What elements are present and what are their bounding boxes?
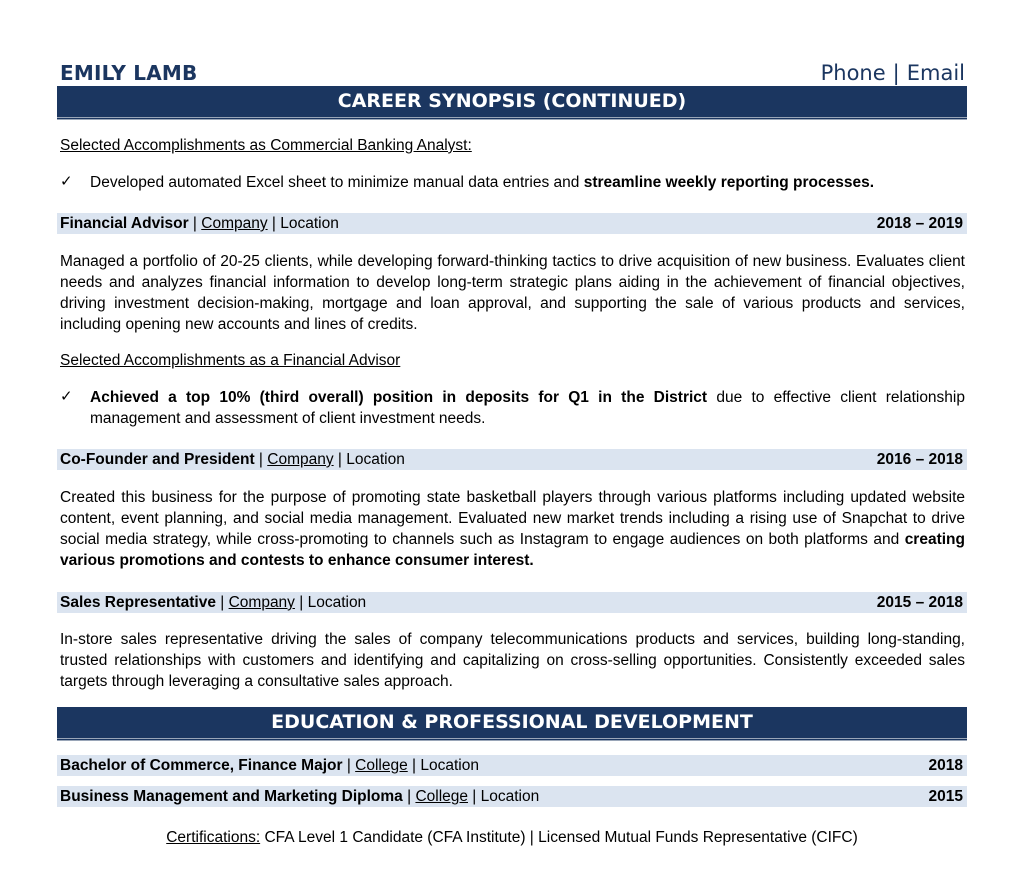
job-title: Financial Advisor [60, 215, 189, 232]
certifications-text: CFA Level 1 Candidate (CFA Institute) | Licensed Mutual Funds Representative (CIFC) [260, 829, 858, 846]
analyst-accomplishments-heading: Selected Accomplishments as Commercial Banking Analyst: [60, 137, 472, 154]
job-row-sales-representative: Sales Representative | Company | Location 2015 – 2018 [57, 592, 967, 613]
job-title: Sales Representative [60, 594, 216, 611]
checkmark-icon: ✓ [60, 173, 73, 190]
job-location: Location [280, 215, 339, 232]
degree-title: Bachelor of Commerce, Finance Major [60, 757, 343, 774]
education-year: 2018 [928, 757, 963, 774]
job-dates: 2015 – 2018 [876, 594, 963, 611]
financial-advisor-description: Managed a portfolio of 20-25 clients, while developing forward-thinking tactics to drive acquisition of new business. Evaluates client needs and analyzes financial information to develop long-term strategic plans aiding in the achievement of financial objectives, driving investment decision-making, mortgage and loan approval, and supporting the sale of various products and services, including opening new accounts and lines of credits. [60, 253, 965, 333]
checkmark-icon: ✓ [60, 388, 73, 405]
company-name: Company [228, 594, 295, 611]
company-name: Company [267, 451, 334, 468]
certifications-label: Certifications: [166, 829, 261, 846]
sales-representative-description: In-store sales representative driving the sales of company telecommunications products and services, building long-standing, trusted relationships with customers and identifying and capitalizing on cross-selling opportunities. Consistently exceeded sales targets through leveraging a consultative sales approach. [60, 631, 965, 690]
school-name: College [415, 788, 468, 805]
analyst-bullet: Developed automated Excel sheet to minimize manual data entries and streamline weekly reporting processes. [90, 174, 875, 191]
job-dates: 2018 – 2019 [876, 215, 963, 232]
school-location: Location [420, 757, 479, 774]
career-synopsis-banner: CAREER SYNOPSIS (CONTINUED) [57, 86, 967, 120]
education-banner: EDUCATION & PROFESSIONAL DEVELOPMENT [57, 707, 967, 741]
company-name: Company [201, 215, 268, 232]
co-founder-description: Created this business for the purpose of promoting state basketball players through various platforms including updated website content, event planning, and social media management. Evaluated new market trends including a rising use of Snapchat to drive social media strategy, while cross-promoting to channels such as Instagram to engage audiences on both platforms and creating various promotions and contests to enhance consumer interest. [60, 489, 965, 569]
certifications-line [0, 829, 1024, 847]
job-title: Co-Founder and President [60, 451, 255, 468]
job-location: Location [307, 594, 367, 611]
education-row-diploma: Business Management and Marketing Diploma | College | Location 2015 [57, 786, 967, 807]
contact-info [821, 61, 965, 85]
school-name: College [355, 757, 408, 774]
degree-title: Business Management and Marketing Diploma [60, 788, 403, 805]
education-year: 2015 [928, 788, 963, 805]
school-location: Location [480, 788, 540, 805]
financial-advisor-accomplishments-heading: Selected Accomplishments as a Financial Advisor [60, 352, 401, 369]
job-dates: 2016 – 2018 [876, 451, 963, 468]
education-row-bachelor: Bachelor of Commerce, Finance Major | College | Location 2018 [57, 755, 967, 776]
email-text: Email [906, 61, 965, 85]
resume-name: EMILY LAMB [60, 61, 198, 85]
job-location: Location [346, 451, 405, 468]
contact-separator: | [892, 61, 900, 85]
phone-text: Phone [820, 61, 886, 85]
job-row-financial-advisor: Financial Advisor | Company | Location 2018 – 2019 [57, 213, 967, 234]
job-row-co-founder: Co-Founder and President | Company | Location 2016 – 2018 [57, 449, 967, 470]
financial-advisor-bullet: Achieved a top 10% (third overall) position in deposits for Q1 in the District due to effective client relationship management and assessment of client investment needs. [90, 389, 965, 427]
